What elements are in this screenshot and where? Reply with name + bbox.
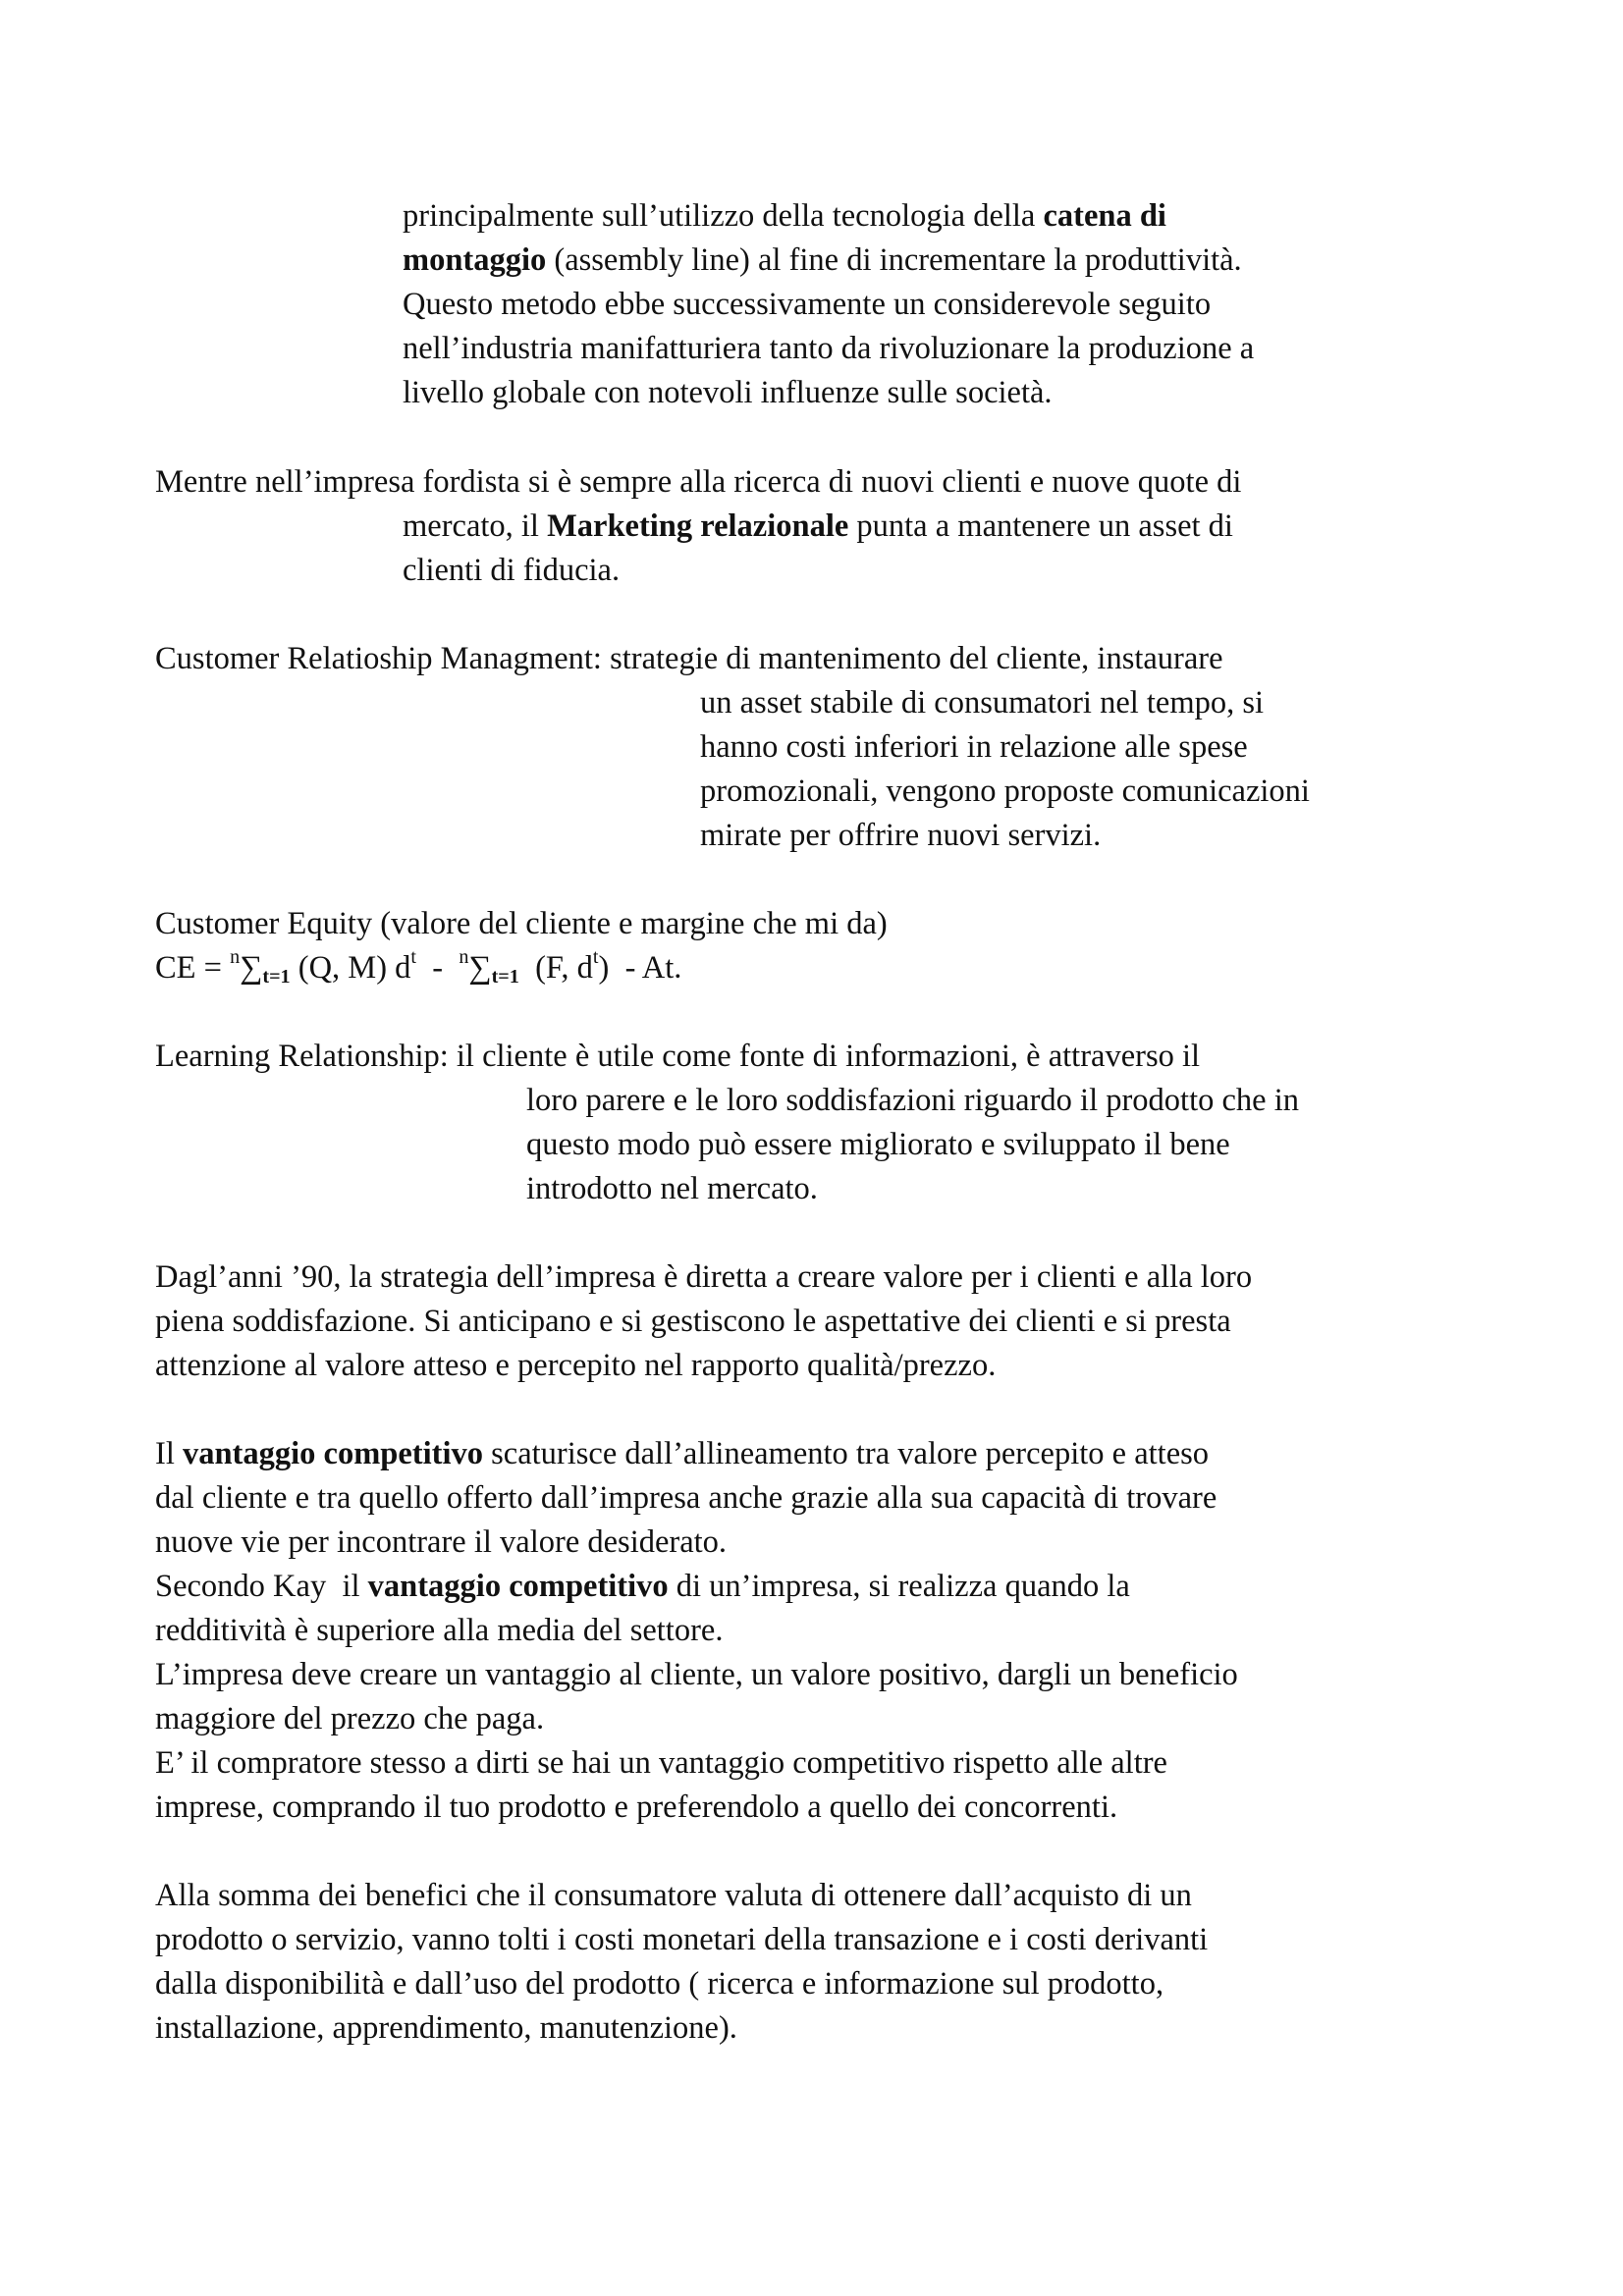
customer-equity-formula: CE = $^n$∑t=1 (Q, M) $d^t - ^n\sum t=1$ (F, $d^t$) - At.	[155, 945, 682, 988]
superscript: t	[592, 945, 599, 968]
text-line: nuove vie per incontrare il valore desiderato.	[155, 1524, 728, 1560]
paragraph-customer-equity	[155, 902, 888, 990]
bold-term: vantaggio competitivo	[182, 1436, 483, 1471]
paragraph-learning-relationship	[155, 1035, 1299, 1211]
text-line: redditività è superiore alla media del settore.	[155, 1613, 724, 1648]
text-line: Learning Relationship: il cliente è utile come fonte di informazioni, è attraverso il	[155, 1039, 1201, 1074]
text-line: loro parere e le loro soddisfazioni riguardo il prodotto che in	[526, 1083, 1299, 1118]
text-line: prodotto o servizio, vanno tolti i costi monetari della transazione e i costi derivanti	[155, 1922, 1209, 1957]
text-line: montaggio (assembly line) al fine di incrementare la produttività.	[403, 242, 1242, 278]
text-line: Secondo Kay il vantaggio competitivo di un’impresa, si realizza quando la	[155, 1569, 1130, 1604]
text-line: Alla somma dei benefici che il consumatore valuta di ottenere dall’acquisto di un	[155, 1878, 1192, 1913]
text-line: clienti di fiducia.	[403, 553, 621, 588]
subscript: t=1	[491, 966, 519, 988]
text-line: mercato, il Marketing relazionale punta a mantenere un asset di	[403, 508, 1233, 544]
text-line: Mentre nell’impresa fordista si è sempre alla ricerca di nuovi clienti e nuove quote di	[155, 464, 1242, 500]
paragraph-crm-definition	[155, 637, 1310, 858]
text-line: promozionali, vengono proposte comunicazioni	[700, 774, 1310, 809]
text-line: livello globale con notevoli influenze sulle società.	[403, 375, 1053, 410]
text-line: L’impresa deve creare un vantaggio al cliente, un valore positivo, dargli un beneficio	[155, 1657, 1238, 1692]
superscript: n	[459, 945, 469, 968]
paragraph-nineties-strategy	[155, 1255, 1252, 1388]
subscript: t=1	[262, 966, 291, 988]
sum-symbol: ∑	[240, 950, 263, 986]
sum-symbol: ∑	[468, 950, 492, 986]
text-line: principalmente sull’utilizzo della tecnologia della catena di	[403, 198, 1166, 234]
text-line: mirate per offrire nuovi servizi.	[700, 818, 1102, 853]
text-line: installazione, apprendimento, manutenzione).	[155, 2010, 737, 2046]
text-line: dalla disponibilità e dall’uso del prodotto ( ricerca e informazione sul prodotto,	[155, 1966, 1164, 2002]
text-line: Dagl’anni ’90, la strategia dell’impresa è diretta a creare valore per i clienti e alla loro	[155, 1259, 1253, 1295]
bold-term: montaggio	[403, 242, 547, 278]
text-line: piena soddisfazione. Si anticipano e si gestiscono le aspettative dei clienti e si presta	[155, 1304, 1231, 1339]
text-line: introdotto nel mercato.	[526, 1171, 818, 1206]
text-line: un asset stabile di consumatori nel tempo, si	[700, 685, 1265, 721]
text-line: Il vantaggio competitivo scaturisce dall’allineamento tra valore percepito e atteso	[155, 1436, 1210, 1471]
paragraph-customer-value	[155, 1874, 1208, 2051]
text-line: E’ il compratore stesso a dirti se hai un vantaggio competitivo rispetto alle altre	[155, 1745, 1167, 1781]
bold-term: catena di	[1043, 198, 1166, 234]
bold-term: vantaggio competitivo	[367, 1569, 669, 1604]
paragraph-competitive-advantage	[155, 1432, 1238, 1830]
text-line: Customer Equity (valore del cliente e margine che mi da)	[155, 906, 888, 941]
superscript: n	[230, 945, 241, 968]
text-line: questo modo può essere migliorato e sviluppato il bene	[526, 1127, 1230, 1162]
text-line: dal cliente e tra quello offerto dall’impresa anche grazie alla sua capacità di trovare	[155, 1480, 1217, 1516]
paragraph-fordism-continued	[403, 194, 1254, 415]
text-line: maggiore del prezzo che paga.	[155, 1701, 545, 1736]
superscript: t	[410, 945, 416, 968]
text-line: Questo metodo ebbe successivamente un considerevole seguito	[403, 287, 1212, 322]
bold-term: Marketing relazionale	[547, 508, 849, 544]
definition-term: Learning Relationship:	[155, 1039, 449, 1074]
text-line: Customer Relatioship Managment: strategie di mantenimento del cliente, instaurare	[155, 641, 1223, 676]
text-line: imprese, comprando il tuo prodotto e preferendolo a quello dei concorrenti.	[155, 1789, 1118, 1825]
paragraph-relational-marketing	[155, 460, 1241, 593]
text-line: attenzione al valore atteso e percepito nel rapporto qualità/prezzo.	[155, 1348, 997, 1383]
definition-term: Customer Relatioship Managment:	[155, 641, 602, 676]
text-line: hanno costi inferiori in relazione alle spese	[700, 729, 1248, 765]
text-line: nell’industria manifatturiera tanto da rivoluzionare la produzione a	[403, 331, 1255, 366]
